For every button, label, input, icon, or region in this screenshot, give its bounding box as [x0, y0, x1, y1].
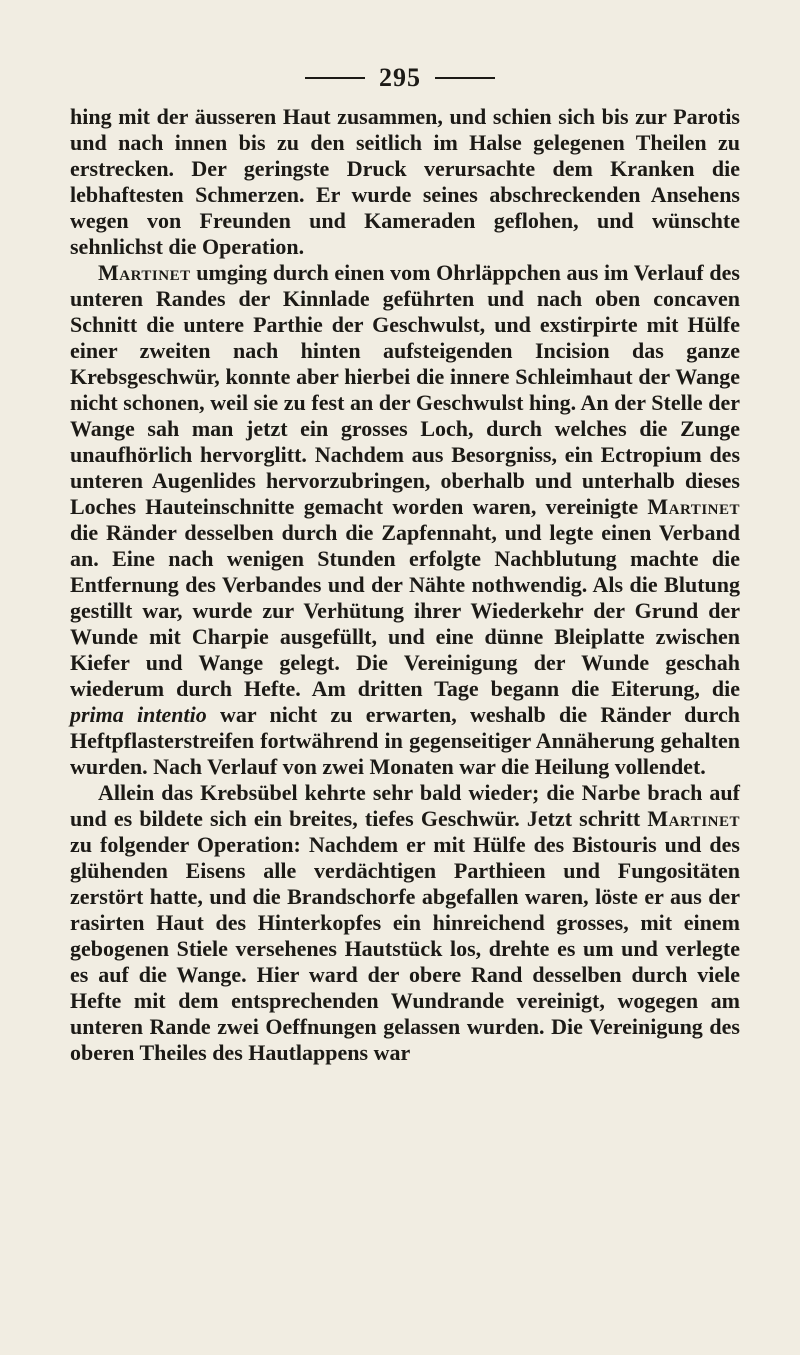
paragraph [70, 260, 740, 780]
text-run: Allein das Krebsübel kehrte sehr bald wieder; die Narbe brach auf und es bildete sich ein breites, tiefes Geschwür. Jetzt schritt [70, 780, 740, 831]
author-name: Martinet [647, 806, 740, 831]
text-run: hing mit der äusseren Haut zusammen, und schien sich bis zur Parotis und nach innen bis zu den seitlich im Halse gelegenen Theilen zu erstrecken. Der geringste Druck verursachte dem Kranken die lebhaftesten Schmerzen. Er wurde seines abschreckenden Ansehens wegen von Freunden und Kameraden geflohen, und wünschte sehnlichst die Operation. [70, 104, 740, 259]
text-run: zu folgender Operation: Nachdem er mit Hülfe des Bistouris und des glühenden Eisens alle verdächtigen Parthieen und Fungositäten zerstört hatte, und die Brandschorfe abgefallen waren, löste er aus der rasirten Haut des Hinterkopfes ein hinreichend grosses, mit einem gebogenen Stiele versehenes Hautstück los, drehte es um und verlegte es auf die Wange. Hier ward der obere Rand desselben durch viele Hefte mit dem entsprechenden Wundrande vereinigt, wogegen am unteren Rande zwei Oeffnungen gelassen wurden. Die Vereinigung des oberen Theiles des Hautlappens war [70, 832, 740, 1065]
header-rule-right [435, 77, 495, 79]
author-name: Martinet [647, 494, 740, 519]
page-header [0, 60, 800, 96]
italic-phrase: prima intentio [70, 702, 207, 727]
text-run: die Ränder desselben durch die Zapfennaht, und legte einen Verband an. Eine nach wenigen Stunden erfolgte Nachblutung machte die Entfernung des Verbandes und der Nähte nothwendig. Als die Blutung gestillt war, wurde zur Verhütung ihrer Wiederkehr der Grund der Wunde mit Charpie ausgefüllt, und eine dünne Bleiplatte zwischen Kiefer und Wange gelegt. Die Vereinigung der Wunde geschah wiederum durch Hefte. Am dritten Tage begann die Eiterung, die [70, 520, 740, 701]
text-run: umging durch einen vom Ohrläppchen aus im Verlauf des unteren Randes der Kinnlade geführten und nach oben concaven Schnitt die untere Parthie der Geschwulst, und exstirpirte mit Hülfe einer zweiten nach hinten aufsteigenden Incision das ganze Krebsgeschwür, konnte aber hierbei die innere Schleimhaut der Wange nicht schonen, weil sie zu fest an der Geschwulst hing. An der Stelle der Wange sah man jetzt ein grosses Loch, durch welches die Zunge unaufhörlich hervorglitt. Nachdem aus Besorgniss, ein Ectropium des unteren Augenlides hervorzubringen, oberhalb und unterhalb dieses Loches Hauteinschnitte gemacht worden waren, vereinigte [70, 260, 740, 519]
body-text [70, 104, 740, 1066]
text-run: war nicht zu erwarten, weshalb die Ränder durch Heftpflasterstreifen fortwährend in gegenseitiger Annäherung gehalten wurden. Nach Verlauf von zwei Monaten war die Heilung vollendet. [70, 702, 740, 779]
paragraph [70, 104, 740, 260]
paragraph [70, 780, 740, 1066]
header-rule-left [305, 77, 365, 79]
page-number: 295 [379, 63, 421, 92]
author-name: Martinet [98, 260, 191, 285]
